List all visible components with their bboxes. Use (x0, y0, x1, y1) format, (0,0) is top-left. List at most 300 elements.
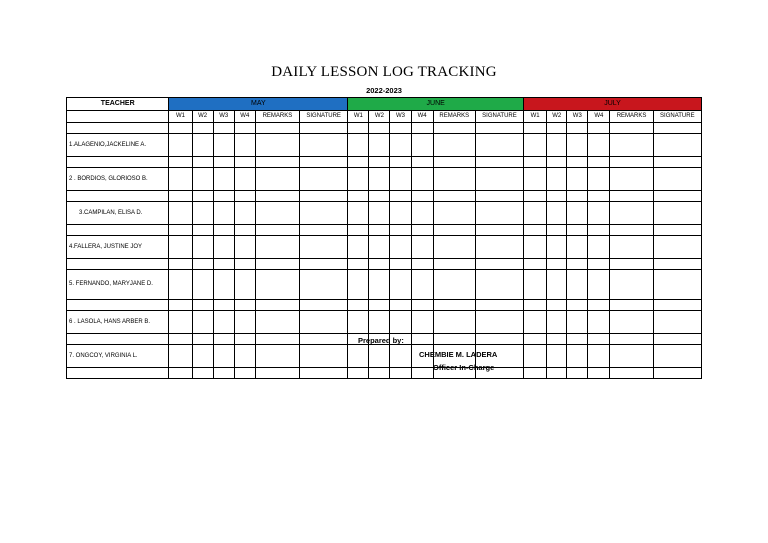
teacher-name: 3.CAMPILAN, ELISA D. (67, 202, 169, 225)
log-cell[interactable] (588, 202, 610, 225)
log-cell[interactable] (547, 157, 567, 168)
log-cell[interactable] (411, 270, 433, 300)
log-cell[interactable] (369, 157, 390, 168)
teacher-row (67, 270, 702, 300)
log-cell[interactable] (369, 300, 390, 311)
log-cell[interactable] (475, 134, 523, 157)
log-cell[interactable] (610, 334, 653, 345)
log-cell[interactable] (192, 334, 213, 345)
log-cell[interactable] (433, 270, 475, 300)
log-cell[interactable] (390, 191, 411, 202)
teacher-name: 7. ONGCOY, VIRGINIA L. (67, 345, 169, 368)
log-cell[interactable] (348, 345, 369, 368)
week-header-cell: SIGNATURE (653, 111, 701, 123)
log-cell[interactable] (588, 270, 610, 300)
log-cell[interactable] (169, 191, 192, 202)
log-cell[interactable] (567, 191, 588, 202)
log-cell[interactable] (411, 225, 433, 236)
week-header-cell: W1 (348, 111, 369, 123)
log-cell[interactable] (255, 300, 299, 311)
log-cell[interactable] (234, 300, 255, 311)
week-header-cell: W3 (567, 111, 588, 123)
log-cell[interactable] (610, 368, 653, 379)
month-may: MAY (169, 98, 348, 111)
log-cell[interactable] (390, 236, 411, 259)
log-cell[interactable] (234, 311, 255, 334)
log-cell[interactable] (234, 334, 255, 345)
teacher-name: 5. FERNANDO, MARYJANE D. (67, 270, 169, 300)
log-cell[interactable] (255, 157, 299, 168)
log-cell[interactable] (169, 202, 192, 225)
log-cell[interactable] (653, 134, 701, 157)
log-cell[interactable] (547, 168, 567, 191)
log-cell[interactable] (524, 134, 547, 157)
teacher-name: 1.ALAGENIO,JACKELINE A. (67, 134, 169, 157)
log-cell[interactable] (300, 225, 348, 236)
teacher-row (67, 134, 702, 157)
log-cell[interactable] (610, 191, 653, 202)
log-cell[interactable] (369, 236, 390, 259)
log-cell[interactable] (300, 134, 348, 157)
log-cell[interactable] (610, 300, 653, 311)
log-cell[interactable] (475, 168, 523, 191)
log-cell[interactable] (255, 311, 299, 334)
log-cell[interactable] (524, 259, 547, 270)
log-cell[interactable] (524, 202, 547, 225)
log-cell[interactable] (411, 134, 433, 157)
log-cell[interactable] (411, 300, 433, 311)
log-cell[interactable] (524, 334, 547, 345)
log-cell[interactable] (475, 123, 523, 134)
log-cell[interactable] (234, 168, 255, 191)
log-cell[interactable] (369, 259, 390, 270)
log-cell[interactable] (192, 202, 213, 225)
log-cell[interactable] (524, 270, 547, 300)
log-cell[interactable] (348, 225, 369, 236)
log-cell[interactable] (567, 259, 588, 270)
log-cell[interactable] (610, 236, 653, 259)
log-cell[interactable] (300, 191, 348, 202)
log-cell[interactable] (169, 168, 192, 191)
log-cell[interactable] (547, 123, 567, 134)
log-cell[interactable] (348, 311, 369, 334)
log-cell[interactable] (348, 157, 369, 168)
log-cell[interactable] (588, 368, 610, 379)
log-cell[interactable] (588, 311, 610, 334)
log-cell[interactable] (192, 134, 213, 157)
log-cell[interactable] (192, 168, 213, 191)
log-cell[interactable] (547, 202, 567, 225)
log-cell[interactable] (524, 157, 547, 168)
log-cell[interactable] (411, 123, 433, 134)
log-cell[interactable] (213, 300, 234, 311)
signer-role: Officer In-Charge (433, 363, 495, 372)
log-cell[interactable] (169, 259, 192, 270)
log-cell[interactable] (255, 259, 299, 270)
log-cell[interactable] (213, 202, 234, 225)
log-cell[interactable] (255, 191, 299, 202)
log-cell[interactable] (67, 225, 169, 236)
log-cell[interactable] (588, 134, 610, 157)
log-cell[interactable] (411, 368, 433, 379)
teacher-header: TEACHER (67, 98, 169, 111)
log-cell[interactable] (547, 345, 567, 368)
log-cell[interactable] (300, 334, 348, 345)
log-cell[interactable] (213, 134, 234, 157)
month-july: JULY (524, 98, 702, 111)
log-cell[interactable] (588, 157, 610, 168)
month-header-row (67, 98, 702, 111)
log-cell[interactable] (475, 157, 523, 168)
week-header-cell: W2 (547, 111, 567, 123)
log-cell[interactable] (255, 368, 299, 379)
log-cell[interactable] (255, 334, 299, 345)
log-cell[interactable] (390, 157, 411, 168)
log-cell[interactable] (475, 334, 523, 345)
log-cell[interactable] (475, 300, 523, 311)
log-cell[interactable] (588, 345, 610, 368)
log-cell[interactable] (567, 345, 588, 368)
log-cell[interactable] (433, 191, 475, 202)
log-cell[interactable] (653, 191, 701, 202)
log-cell[interactable] (169, 134, 192, 157)
log-cell[interactable] (567, 168, 588, 191)
log-cell[interactable] (567, 123, 588, 134)
month-june: JUNE (348, 98, 524, 111)
spacer-row (67, 368, 702, 379)
log-cell[interactable] (411, 259, 433, 270)
log-cell[interactable] (390, 123, 411, 134)
log-cell[interactable] (192, 311, 213, 334)
log-cell[interactable] (169, 345, 192, 368)
log-cell[interactable] (255, 202, 299, 225)
log-cell[interactable] (255, 123, 299, 134)
log-cell[interactable] (169, 270, 192, 300)
log-cell[interactable] (390, 225, 411, 236)
log-cell[interactable] (67, 123, 169, 134)
log-cell[interactable] (390, 168, 411, 191)
log-cell[interactable] (588, 300, 610, 311)
log-cell[interactable] (369, 311, 390, 334)
log-cell[interactable] (547, 259, 567, 270)
log-cell[interactable] (192, 157, 213, 168)
log-cell[interactable] (567, 225, 588, 236)
log-cell[interactable] (653, 202, 701, 225)
log-cell[interactable] (348, 134, 369, 157)
log-cell[interactable] (169, 123, 192, 134)
log-cell[interactable] (588, 334, 610, 345)
log-cell[interactable] (169, 368, 192, 379)
log-cell[interactable] (192, 123, 213, 134)
week-header-cell: SIGNATURE (300, 111, 348, 123)
week-header-cell: REMARKS (255, 111, 299, 123)
log-cell[interactable] (567, 157, 588, 168)
log-cell[interactable] (169, 157, 192, 168)
log-cell[interactable] (433, 236, 475, 259)
log-cell[interactable] (348, 300, 369, 311)
log-cell[interactable] (369, 168, 390, 191)
log-cell[interactable] (653, 311, 701, 334)
log-cell[interactable] (369, 134, 390, 157)
log-cell[interactable] (369, 123, 390, 134)
log-cell[interactable] (475, 270, 523, 300)
log-cell[interactable] (255, 134, 299, 157)
log-cell[interactable] (524, 123, 547, 134)
log-cell[interactable] (300, 311, 348, 334)
log-cell[interactable] (524, 168, 547, 191)
log-cell[interactable] (300, 345, 348, 368)
log-cell[interactable] (348, 236, 369, 259)
log-cell[interactable] (411, 168, 433, 191)
log-cell[interactable] (348, 259, 369, 270)
log-cell[interactable] (653, 259, 701, 270)
log-cell[interactable] (653, 168, 701, 191)
log-cell[interactable] (610, 168, 653, 191)
log-cell[interactable] (567, 334, 588, 345)
log-cell[interactable] (653, 225, 701, 236)
log-cell[interactable] (348, 191, 369, 202)
log-cell[interactable] (192, 236, 213, 259)
log-cell[interactable] (234, 259, 255, 270)
log-cell[interactable] (213, 236, 234, 259)
log-cell[interactable] (411, 157, 433, 168)
log-cell[interactable] (547, 225, 567, 236)
log-cell[interactable] (192, 345, 213, 368)
log-cell[interactable] (255, 345, 299, 368)
log-cell[interactable] (234, 368, 255, 379)
log-cell[interactable] (192, 368, 213, 379)
log-cell[interactable] (475, 202, 523, 225)
log-cell[interactable] (433, 202, 475, 225)
log-cell[interactable] (610, 157, 653, 168)
log-cell[interactable] (192, 191, 213, 202)
log-cell[interactable] (192, 300, 213, 311)
log-cell[interactable] (213, 345, 234, 368)
log-cell[interactable] (255, 168, 299, 191)
log-cell[interactable] (524, 311, 547, 334)
log-cell[interactable] (588, 168, 610, 191)
week-header-cell: W4 (234, 111, 255, 123)
log-cell[interactable] (369, 270, 390, 300)
spacer-row (67, 225, 702, 236)
log-cell[interactable] (433, 300, 475, 311)
log-cell[interactable] (567, 236, 588, 259)
log-cell[interactable] (653, 236, 701, 259)
log-cell[interactable] (300, 123, 348, 134)
log-cell[interactable] (524, 300, 547, 311)
log-cell[interactable] (67, 300, 169, 311)
log-cell[interactable] (390, 270, 411, 300)
log-cell[interactable] (169, 300, 192, 311)
log-cell[interactable] (234, 202, 255, 225)
log-cell[interactable] (234, 270, 255, 300)
log-cell[interactable] (369, 225, 390, 236)
log-cell[interactable] (300, 236, 348, 259)
log-cell[interactable] (369, 202, 390, 225)
teacher-subheader-cell (67, 111, 169, 123)
spacer-row (67, 157, 702, 168)
log-cell[interactable] (411, 202, 433, 225)
log-cell[interactable] (192, 270, 213, 300)
log-cell[interactable] (234, 225, 255, 236)
week-header-cell: W3 (390, 111, 411, 123)
log-cell[interactable] (588, 225, 610, 236)
log-cell[interactable] (433, 123, 475, 134)
log-cell[interactable] (653, 334, 701, 345)
teacher-row (67, 202, 702, 225)
log-cell[interactable] (547, 134, 567, 157)
log-cell[interactable] (67, 191, 169, 202)
log-cell[interactable] (524, 368, 547, 379)
log-cell[interactable] (588, 191, 610, 202)
log-cell[interactable] (653, 345, 701, 368)
log-cell[interactable] (213, 259, 234, 270)
log-cell[interactable] (390, 134, 411, 157)
log-cell[interactable] (433, 225, 475, 236)
spacer-row (67, 259, 702, 270)
log-cell[interactable] (390, 345, 411, 368)
log-cell[interactable] (653, 157, 701, 168)
log-cell[interactable] (67, 334, 169, 345)
log-cell[interactable] (255, 270, 299, 300)
log-cell[interactable] (255, 225, 299, 236)
log-cell[interactable] (567, 311, 588, 334)
log-cell[interactable] (169, 311, 192, 334)
log-cell[interactable] (213, 334, 234, 345)
log-cell[interactable] (234, 123, 255, 134)
log-cell[interactable] (213, 123, 234, 134)
log-cell[interactable] (300, 270, 348, 300)
log-cell[interactable] (234, 157, 255, 168)
log-cell[interactable] (567, 368, 588, 379)
log-cell[interactable] (433, 334, 475, 345)
log-cell[interactable] (192, 259, 213, 270)
log-cell[interactable] (390, 202, 411, 225)
spacer-row (67, 123, 702, 134)
log-cell[interactable] (390, 259, 411, 270)
log-cell[interactable] (610, 311, 653, 334)
log-cell[interactable] (547, 300, 567, 311)
log-cell[interactable] (390, 368, 411, 379)
log-cell[interactable] (610, 225, 653, 236)
log-cell[interactable] (524, 236, 547, 259)
log-cell[interactable] (475, 236, 523, 259)
log-cell[interactable] (213, 191, 234, 202)
log-cell[interactable] (369, 345, 390, 368)
log-cell[interactable] (547, 368, 567, 379)
log-cell[interactable] (213, 168, 234, 191)
log-cell[interactable] (588, 236, 610, 259)
log-cell[interactable] (475, 225, 523, 236)
log-cell[interactable] (653, 270, 701, 300)
log-cell[interactable] (411, 311, 433, 334)
log-cell[interactable] (610, 202, 653, 225)
week-header-cell: W4 (588, 111, 610, 123)
log-cell[interactable] (255, 236, 299, 259)
log-cell[interactable] (234, 134, 255, 157)
log-cell[interactable] (547, 236, 567, 259)
log-cell[interactable] (433, 168, 475, 191)
log-cell[interactable] (300, 259, 348, 270)
log-cell[interactable] (475, 259, 523, 270)
log-cell[interactable] (610, 270, 653, 300)
log-cell[interactable] (433, 311, 475, 334)
log-cell[interactable] (411, 236, 433, 259)
log-cell[interactable] (213, 311, 234, 334)
log-cell[interactable] (234, 345, 255, 368)
log-cell[interactable] (588, 259, 610, 270)
log-cell[interactable] (67, 259, 169, 270)
log-cell[interactable] (524, 345, 547, 368)
log-cell[interactable] (213, 225, 234, 236)
week-header-cell: REMARKS (610, 111, 653, 123)
log-cell[interactable] (411, 334, 433, 345)
log-cell[interactable] (547, 334, 567, 345)
log-cell[interactable] (169, 225, 192, 236)
log-cell[interactable] (567, 202, 588, 225)
log-cell[interactable] (67, 157, 169, 168)
log-cell[interactable] (610, 134, 653, 157)
log-cell[interactable] (653, 300, 701, 311)
log-cell[interactable] (653, 123, 701, 134)
log-cell[interactable] (547, 311, 567, 334)
log-cell[interactable] (300, 157, 348, 168)
log-cell[interactable] (524, 191, 547, 202)
log-cell[interactable] (169, 334, 192, 345)
log-cell[interactable] (610, 345, 653, 368)
log-cell[interactable] (433, 134, 475, 157)
log-cell[interactable] (348, 202, 369, 225)
log-cell[interactable] (433, 157, 475, 168)
log-cell[interactable] (390, 311, 411, 334)
log-cell[interactable] (67, 368, 169, 379)
log-cell[interactable] (567, 300, 588, 311)
log-cell[interactable] (300, 168, 348, 191)
log-cell[interactable] (411, 191, 433, 202)
log-cell[interactable] (169, 236, 192, 259)
log-cell[interactable] (234, 191, 255, 202)
log-cell[interactable] (348, 270, 369, 300)
log-cell[interactable] (300, 300, 348, 311)
log-cell[interactable] (213, 157, 234, 168)
log-cell[interactable] (567, 270, 588, 300)
log-cell[interactable] (369, 368, 390, 379)
log-cell[interactable] (213, 368, 234, 379)
log-cell[interactable] (547, 191, 567, 202)
log-cell[interactable] (300, 368, 348, 379)
log-cell[interactable] (475, 311, 523, 334)
log-cell[interactable] (433, 259, 475, 270)
log-cell[interactable] (213, 270, 234, 300)
log-cell[interactable] (524, 225, 547, 236)
log-cell[interactable] (234, 236, 255, 259)
log-cell[interactable] (348, 123, 369, 134)
log-cell[interactable] (475, 191, 523, 202)
log-cell[interactable] (610, 123, 653, 134)
log-cell[interactable] (369, 191, 390, 202)
log-cell[interactable] (653, 368, 701, 379)
log-cell[interactable] (348, 168, 369, 191)
teacher-name: 2 . BORDIOS, GLORIOSO B. (67, 168, 169, 191)
log-cell[interactable] (390, 300, 411, 311)
log-cell[interactable] (567, 134, 588, 157)
log-cell[interactable] (348, 368, 369, 379)
log-cell[interactable] (547, 270, 567, 300)
log-cell[interactable] (192, 225, 213, 236)
log-cell[interactable] (300, 202, 348, 225)
log-cell[interactable] (588, 123, 610, 134)
log-cell[interactable] (610, 259, 653, 270)
